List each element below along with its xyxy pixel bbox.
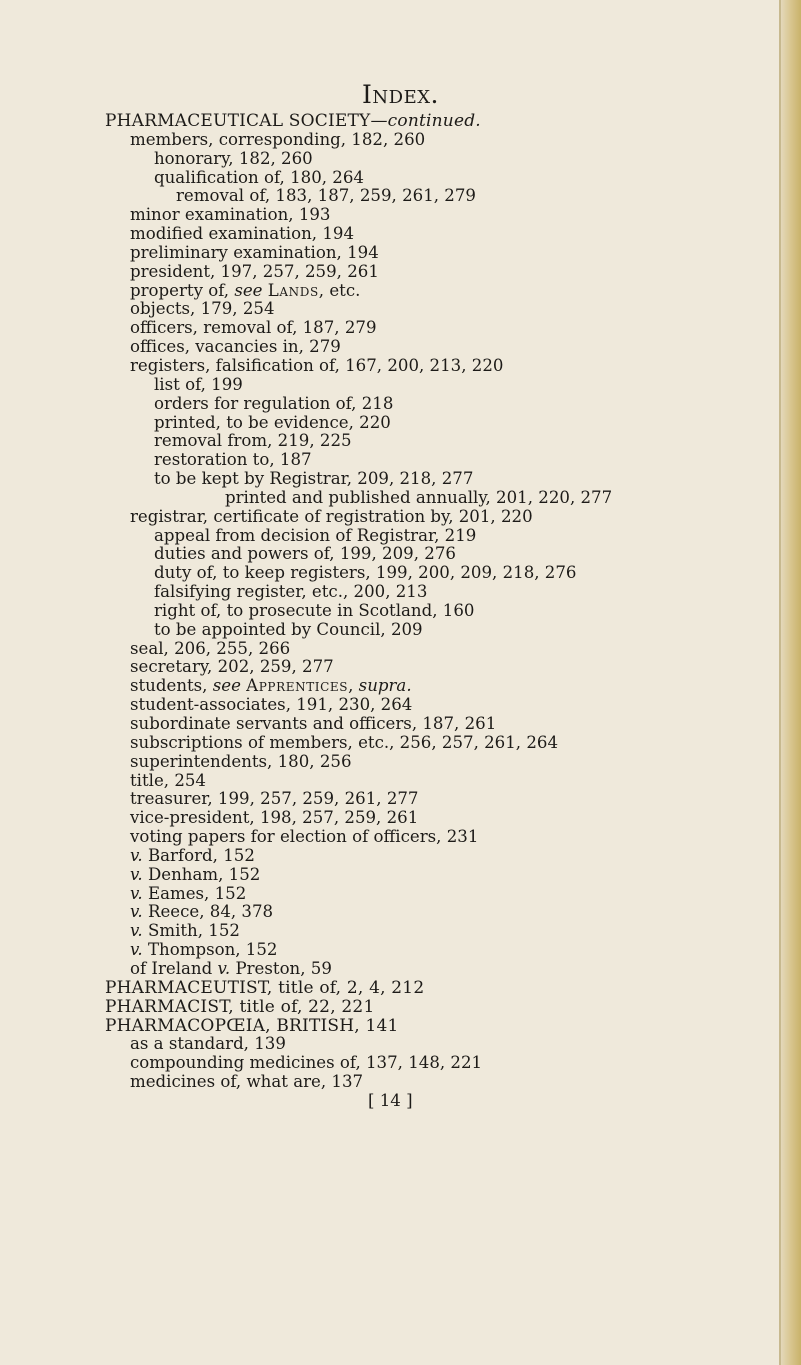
index-entry xyxy=(0,677,790,696)
index-entry xyxy=(0,696,790,715)
index-entry xyxy=(0,470,790,489)
entry-text: v. xyxy=(130,921,143,941)
index-entry xyxy=(0,282,790,301)
entry-text: PHARMACEUTICAL SOCIETY xyxy=(105,111,371,131)
entry-text: printed, to be evidence, 220 xyxy=(154,412,391,432)
entry-text: removal from, 219, 225 xyxy=(154,431,352,451)
index-entry xyxy=(0,244,790,263)
entry-text: see xyxy=(234,280,263,300)
entry-text: v. xyxy=(217,958,231,978)
index-entry xyxy=(0,357,790,376)
index-entry xyxy=(0,169,790,188)
index-entry xyxy=(0,319,790,338)
entry-text: Reece, 84, 378 xyxy=(142,902,274,922)
entry-text: title, 254 xyxy=(130,770,206,790)
index-entry xyxy=(0,960,790,979)
entry-text: superintendents, 180, 256 xyxy=(130,751,352,771)
entry-text: , etc. xyxy=(318,280,361,300)
entry-text: students, xyxy=(130,676,213,696)
entry-text: —continued. xyxy=(370,111,481,131)
entry-text: voting papers for election of officers, 231 xyxy=(130,827,479,847)
index-entry xyxy=(0,941,790,960)
index-entry xyxy=(0,300,790,319)
entry-text: Preston, 59 xyxy=(230,958,332,978)
entry-text: Denham, 152 xyxy=(142,864,261,884)
page-header: Index. xyxy=(362,80,439,109)
index-entry xyxy=(0,809,790,828)
entry-text: v. xyxy=(130,845,143,865)
index-entry xyxy=(0,658,790,677)
index-entry xyxy=(0,545,790,564)
index-heading xyxy=(0,112,790,131)
entry-text: Thompson, 152 xyxy=(142,940,278,960)
entry-text: members, corresponding, 182, 260 xyxy=(130,129,426,149)
entry-text: PHARMACIST, title of, 22, 221 xyxy=(105,996,375,1017)
index-entry xyxy=(0,432,790,451)
entry-text: appeal from decision of Registrar, 219 xyxy=(154,525,477,545)
index-entry xyxy=(0,583,790,602)
index-entry xyxy=(0,715,790,734)
entry-text: Apprentices xyxy=(246,676,349,696)
index-entry xyxy=(0,414,790,433)
entry-text: v. xyxy=(130,883,143,903)
index-entry xyxy=(0,489,790,508)
index-entry xyxy=(0,828,790,847)
index-entry xyxy=(0,395,790,414)
entry-text: treasurer, 199, 257, 259, 261, 277 xyxy=(130,789,419,809)
entry-text: of Ireland xyxy=(130,958,218,978)
entry-text: medicines of, what are, 137 xyxy=(130,1072,364,1092)
entry-text: registers, falsification of, 167, 200, 213, 220 xyxy=(130,355,504,375)
entry-text: subordinate servants and officers, 187, 261 xyxy=(130,714,497,733)
entry-text: duties and powers of, 199, 209, 276 xyxy=(154,544,456,564)
index-entry xyxy=(0,131,790,150)
index-entry xyxy=(0,225,790,244)
entry-text: student-associates, 191, 230, 264 xyxy=(130,695,413,715)
entry-text: right of, to prosecute in Scotland, 160 xyxy=(154,600,475,620)
entry-text: , xyxy=(348,676,359,696)
entry-text: objects, 179, 254 xyxy=(130,299,275,319)
entry-text: modified examination, 194 xyxy=(130,224,355,244)
entry-text: list of, 199 xyxy=(154,374,243,394)
entry-text: honorary, 182, 260 xyxy=(154,148,313,168)
entry-text: Lands xyxy=(267,280,319,300)
entry-text: Barford, 152 xyxy=(142,845,255,865)
entry-text: offices, vacancies in, 279 xyxy=(130,337,341,357)
index-entry xyxy=(0,866,790,885)
entry-text: subscriptions of members, etc., 256, 257, 261, 264 xyxy=(130,732,559,752)
index-entry xyxy=(0,903,790,922)
index-entry xyxy=(0,263,790,282)
entry-text: compounding medicines of, 137, 148, 221 xyxy=(130,1053,483,1073)
index-entry xyxy=(0,376,790,395)
index-entry xyxy=(0,922,790,941)
index-entry xyxy=(0,150,790,169)
entry-text: see xyxy=(212,676,241,696)
entry-text: property of, xyxy=(130,280,235,300)
index-entry xyxy=(0,640,790,659)
entry-text: duty of, to keep registers, 199, 200, 209, 218, 276 xyxy=(154,563,577,583)
index-entry xyxy=(0,790,790,809)
index-entry xyxy=(0,527,790,546)
index-entry xyxy=(0,564,790,583)
index-heading xyxy=(0,979,790,998)
index-entry xyxy=(0,602,790,621)
entry-text: as a standard, 139 xyxy=(130,1034,286,1054)
entry-text: registrar, certificate of registration by, 201, 220 xyxy=(130,506,533,526)
index-entry xyxy=(0,772,790,791)
index-entry xyxy=(0,885,790,904)
index-entry xyxy=(0,508,790,527)
index-entry xyxy=(0,187,790,206)
entry-text: [ 14 ] xyxy=(368,1090,413,1110)
entry-text: to be kept by Registrar, 209, 218, 277 xyxy=(154,469,474,489)
index-entry xyxy=(0,206,790,225)
entry-text: v. xyxy=(130,864,143,884)
entry-text: removal of, 183, 187, 259, 261, 279 xyxy=(176,186,476,206)
page-number xyxy=(0,1092,790,1111)
entry-text: v. xyxy=(130,902,143,922)
index-entry xyxy=(0,1054,790,1073)
index-entry xyxy=(0,1073,790,1092)
index-entries xyxy=(0,112,790,1111)
entry-text: printed and published annually, 201, 220, 277 xyxy=(225,487,613,507)
index-entry xyxy=(0,338,790,357)
entry-text: officers, removal of, 187, 279 xyxy=(130,318,377,338)
entry-text: orders for regulation of, 218 xyxy=(154,393,394,413)
entry-text: Smith, 152 xyxy=(142,921,240,941)
entry-text: preliminary examination, 194 xyxy=(130,242,379,262)
entry-text: restoration to, 187 xyxy=(154,450,312,470)
index-entry xyxy=(0,847,790,866)
entry-text: falsifying register, etc., 200, 213 xyxy=(154,582,428,602)
entry-text: vice-president, 198, 257, 259, 261 xyxy=(130,808,419,828)
entry-text: Eames, 152 xyxy=(142,883,247,903)
entry-text: secretary, 202, 259, 277 xyxy=(130,657,334,677)
index-entry xyxy=(0,734,790,753)
entry-text: v. xyxy=(130,940,143,960)
index-entry xyxy=(0,451,790,470)
entry-text: supra. xyxy=(358,676,412,696)
entry-text: PHARMACEUTIST, title of, 2, 4, 212 xyxy=(105,977,425,998)
index-entry xyxy=(0,621,790,640)
index-heading xyxy=(0,998,790,1017)
entry-text: qualification of, 180, 264 xyxy=(154,167,364,187)
index-entry xyxy=(0,1035,790,1054)
entry-text: to be appointed by Council, 209 xyxy=(154,619,423,639)
entry-text: PHARMACOPŒIA, BRITISH, 141 xyxy=(105,1015,399,1036)
index-heading xyxy=(0,1017,790,1036)
entry-text: minor examination, 193 xyxy=(130,205,331,225)
entry-text: president, 197, 257, 259, 261 xyxy=(130,261,379,281)
index-entry xyxy=(0,753,790,772)
entry-text: seal, 206, 255, 266 xyxy=(130,638,291,658)
